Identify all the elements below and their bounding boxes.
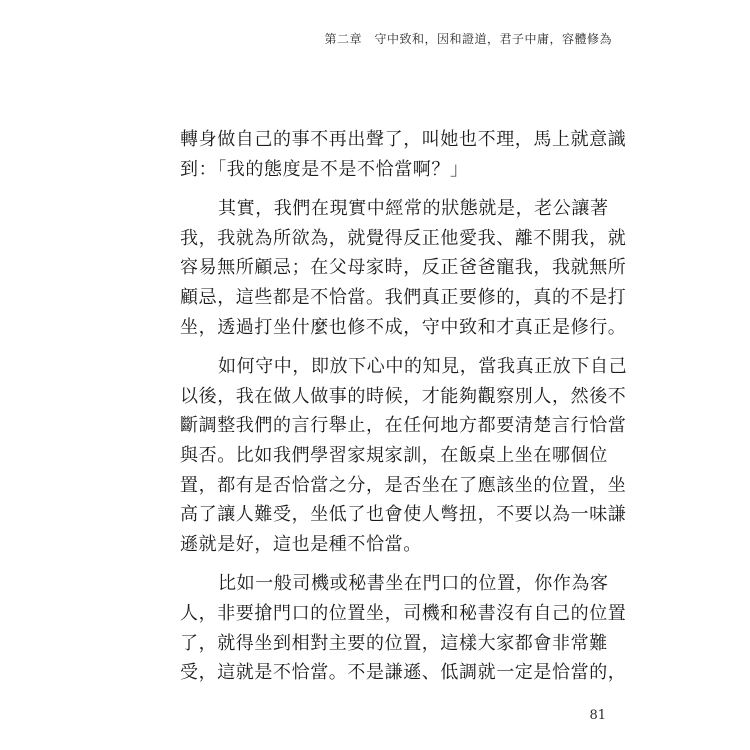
text-line: 顧忌，這些都是不恰當。我們真正要修的，真的不是打 [180,286,627,308]
text-line: 坐，透過打坐什麼也修不成，守中致和才真正是修行。 [180,316,627,338]
text-line: 其實，我們在現實中經常的狀態就是，老公讓著 [218,198,609,220]
text-line: 斷調整我們的言行舉止，在任何地方都要清楚言行恰當 [180,415,627,437]
running-header: 第二章 守中致和，因和證道，君子中庸，容體修為 [324,32,612,46]
text-line: 比如一般司機或秘書坐在門口的位置，你作為客 [218,573,609,595]
text-line: 置，都有是否恰當之分，是否坐在了應該坐的位置，坐 [180,474,627,496]
body-text [180,125,628,688]
text-line: 轉身做自己的事不再出聲了，叫她也不理，馬上就意識 [180,129,627,150]
text-line: 人，非要搶門口的位置坐，司機和秘書沒有自己的位置 [180,602,627,624]
text-line: 容易無所顧忌；在父母家時，反正爸爸寵我，我就無所 [180,257,627,279]
text-line: 以後，我在做人做事的時候，才能夠觀察別人，然後不 [180,385,627,407]
text-line: 如何守中，即放下心中的知見，當我真正放下自己 [218,356,628,378]
text-line: 與否。比如我們學習家規家訓，在飯桌上坐在哪個位 [180,444,608,466]
text-line: 了，就得坐到相對主要的位置，這樣大家都會非常難 [180,632,608,654]
text-line: 我，我就為所欲為，就覺得反正他愛我、離不開我，就 [180,227,627,249]
text-line: 受，這就是不恰當。不是謙遜、低調就一定是恰當的， [180,662,627,684]
text-line: 遜就是好，這也是種不恰當。 [180,533,422,555]
text-line: 到：「我的態度是不是不恰當啊？」 [180,158,469,180]
text-line: 高了讓人難受，坐低了也會使人彆扭，不要以為一味謙 [180,504,627,526]
page-number: 81 [589,708,606,723]
